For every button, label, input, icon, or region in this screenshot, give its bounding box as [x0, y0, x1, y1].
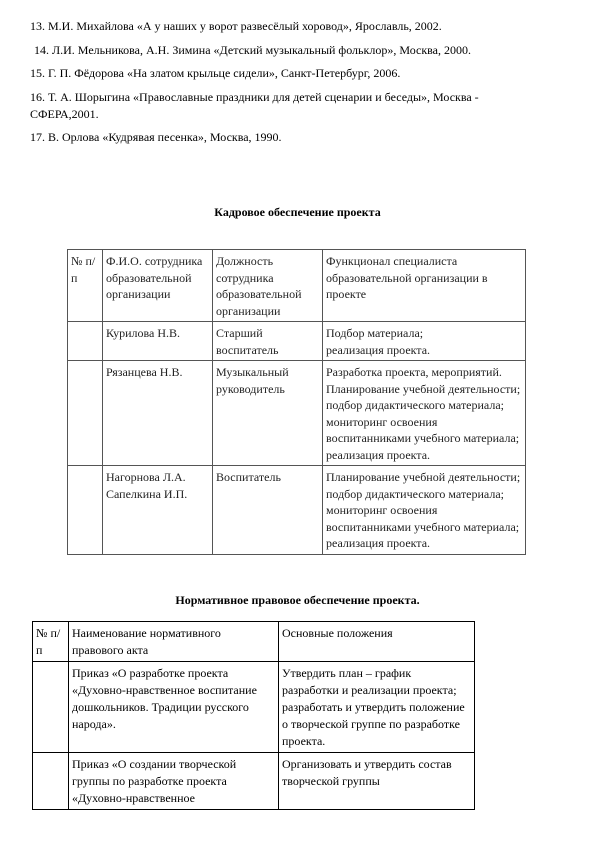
cell-number: [68, 466, 103, 555]
table-row: [68, 361, 526, 466]
header-number: № п/п: [33, 622, 69, 662]
header-function: Функционал специалиста образовательной организации в проекте: [323, 250, 526, 322]
cell-position: Старший воспитатель: [213, 322, 323, 361]
references-list: [30, 18, 575, 153]
legal-table: [32, 621, 475, 810]
cell-number: [33, 662, 69, 753]
cell-number: [68, 361, 103, 466]
reference-item: 14. Л.И. Мельникова, А.Н. Зимина «Детский музыкальный фольклор», Москва, 2000.: [34, 42, 471, 57]
cell-function: Разработка проекта, мероприятий. Планирование учебной деятельности; подбор дидактического материала; мониторинг освоения воспитанниками учебного материала; реализация проекта.: [323, 361, 526, 466]
cell-name: Курилова Н.В.: [103, 322, 213, 361]
cell-name: Рязанцева Н.В.: [103, 361, 213, 466]
reference-item: 17. В. Орлова «Кудрявая песенка», Москва, 1990.: [30, 130, 282, 144]
table-header-row: [33, 622, 475, 662]
cell-position: Воспитатель: [213, 466, 323, 555]
cell-provisions: Организовать и утвердить состав творческой группы: [279, 753, 475, 810]
cell-function: Подбор материала; реализация проекта.: [323, 322, 526, 361]
reference-item-continuation: СФЕРА,2001.: [30, 106, 99, 121]
cell-position: Музыкальный руководитель: [213, 361, 323, 466]
table-row: [33, 662, 475, 753]
table-row: [68, 322, 526, 361]
cell-act-name: Приказ «О разработке проекта «Духовно-нравственное воспитание дошкольников. Традиции русского народа».: [69, 662, 279, 753]
staff-section-title: Кадровое обеспечение проекта: [214, 205, 381, 219]
reference-item: 13. М.И. Михайлова «А у наших у ворот развесёлый хоровод», Ярославль, 2002.: [30, 19, 442, 33]
header-number: № п/п: [68, 250, 103, 322]
reference-item: 15. Г. П. Фёдорова «На златом крыльце сидели», Санкт-Петербург, 2006.: [30, 66, 401, 80]
reference-item: 16. Т. А. Шорыгина «Православные праздники для детей сценарии и беседы», Москва -: [30, 89, 479, 104]
table-row: [33, 753, 475, 810]
cell-provisions: Утвердить план – график разработки и реализации проекта; разработать и утвердить положение о творческой группе по разработке проекта.: [279, 662, 475, 753]
header-name: Ф.И.О. сотрудника образовательной организации: [103, 250, 213, 322]
cell-number: [33, 753, 69, 810]
header-position: Должность сотрудника образовательной организации: [213, 250, 323, 322]
staff-table: [67, 249, 526, 555]
cell-name: Нагорнова Л.А. Сапелкина И.П.: [103, 466, 213, 555]
header-act-name: Наименование нормативного правового акта: [69, 622, 279, 662]
cell-number: [68, 322, 103, 361]
table-header-row: [68, 250, 526, 322]
cell-act-name: Приказ «О создании творческой группы по разработке проекта «Духовно-нравственное: [69, 753, 279, 810]
table-row: [68, 466, 526, 555]
legal-section-title: Нормативное правовое обеспечение проекта.: [175, 593, 420, 607]
cell-function: Планирование учебной деятельности; подбор дидактического материала; мониторинг освоения воспитанниками учебного материала; реализация проекта.: [323, 466, 526, 555]
header-provisions: Основные положения: [279, 622, 475, 662]
